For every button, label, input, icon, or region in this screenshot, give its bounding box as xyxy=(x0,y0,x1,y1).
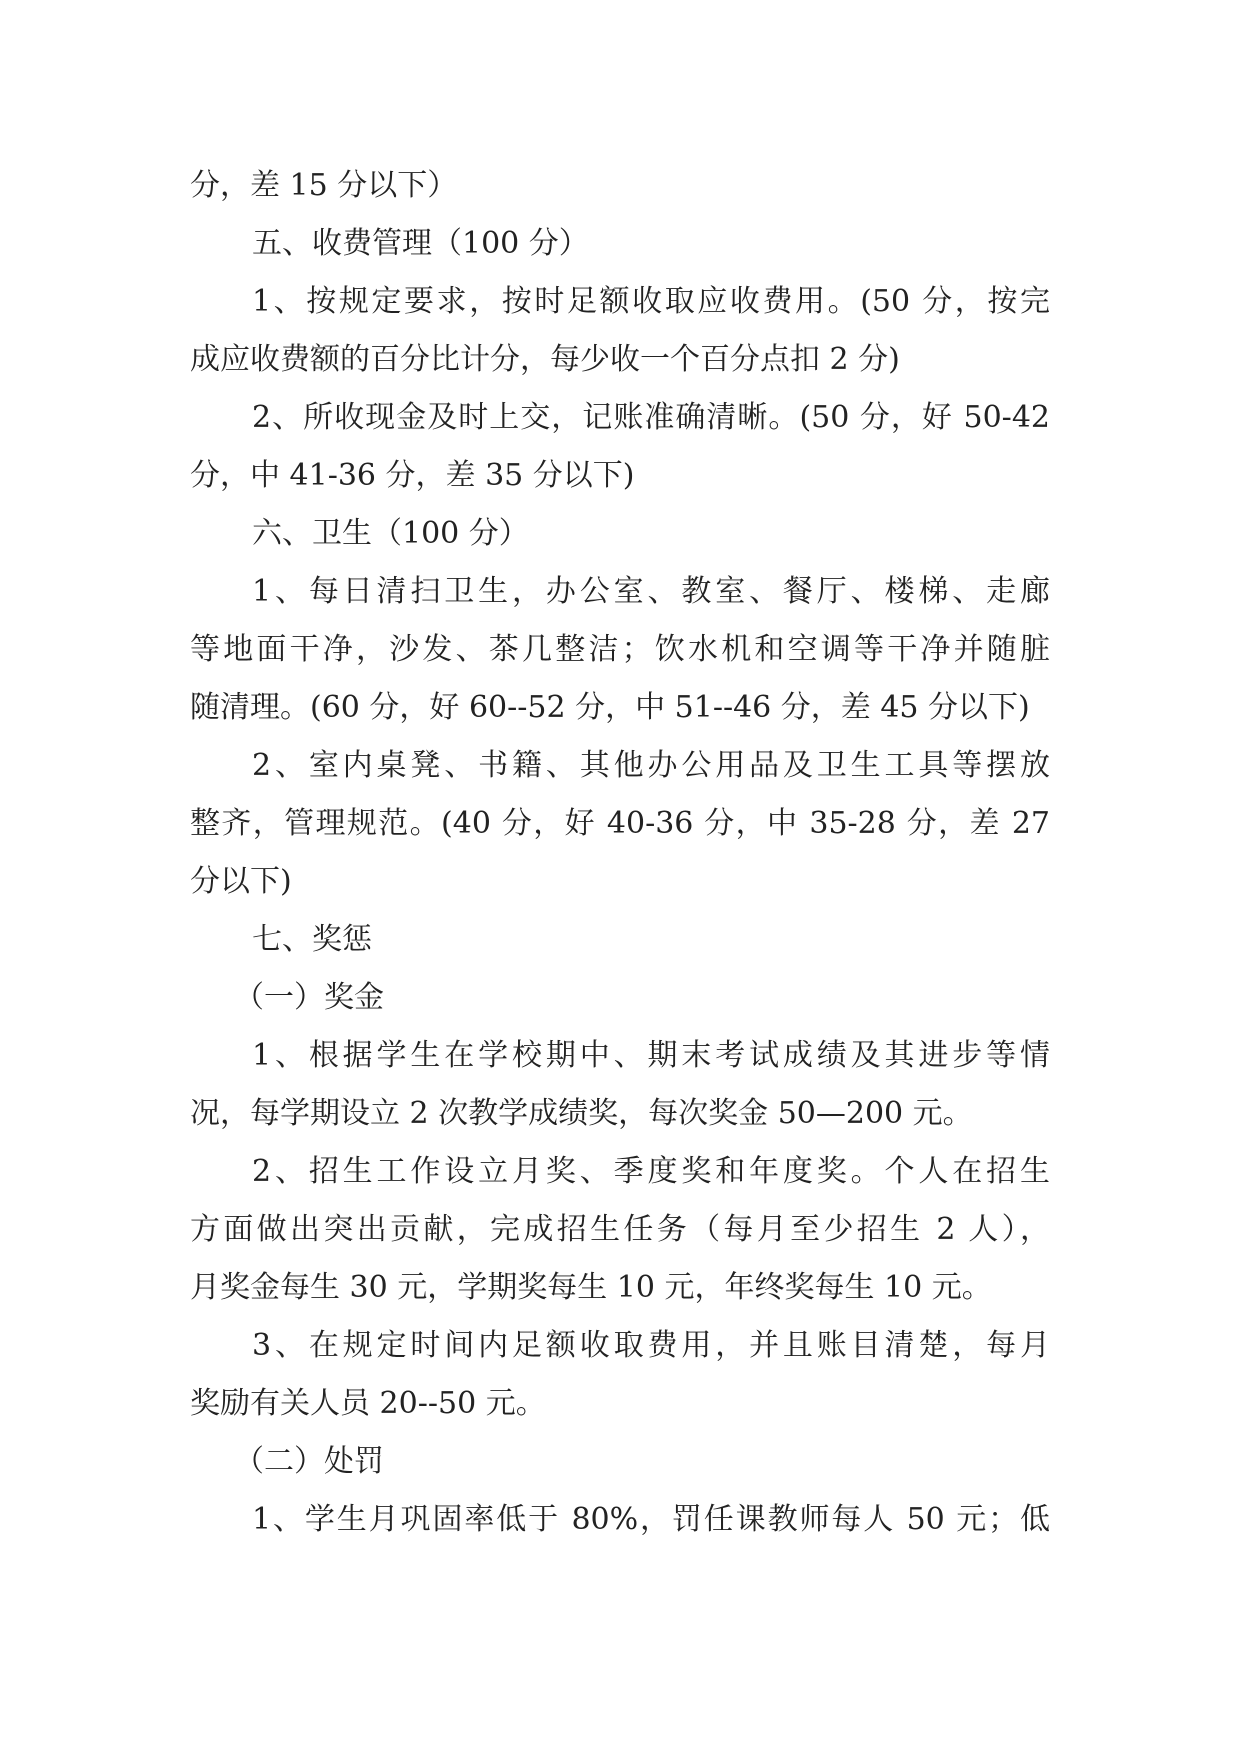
text-line: 1、每日清扫卫生，办公室、教室、餐厅、楼梯、走廊 xyxy=(252,574,1050,609)
text-line: 2、招生工作设立月奖、季度奖和年度奖。个人在招生 xyxy=(252,1154,1050,1189)
document-body xyxy=(190,157,1050,1549)
text-line: 1、根据学生在学校期中、期末考试成绩及其进步等情 xyxy=(252,1038,1050,1073)
text-line: 分以下) xyxy=(190,864,292,899)
text-line: 随清理。(60 分，好 60--52 分，中 51--46 分，差 45 分以下) xyxy=(190,690,1030,725)
text-line: 1、按规定要求，按时足额收取应收费用。(50 分，按完 xyxy=(252,284,1050,319)
text-line: 奖励有关人员 20--50 元。 xyxy=(190,1386,546,1421)
text-line: 2、室内桌凳、书籍、其他办公用品及卫生工具等摆放 xyxy=(252,748,1050,783)
text-line: 方面做出突出贡献，完成招生任务（每月至少招生 2 人）， xyxy=(190,1212,1050,1247)
text-line: 1、学生月巩固率低于 80%，罚任课教师每人 50 元；低 xyxy=(252,1502,1050,1537)
text-line: 成应收费额的百分比计分，每少收一个百分点扣 2 分) xyxy=(190,342,900,377)
text-line: 分，差 15 分以下） xyxy=(190,168,458,203)
section-heading: 五、收费管理（100 分） xyxy=(252,226,589,261)
text-line: 分，中 41-36 分，差 35 分以下) xyxy=(190,458,635,493)
text-line: 况，每学期设立 2 次教学成绩奖，每次奖金 50—200 元。 xyxy=(190,1096,973,1131)
text-line: 月奖金每生 30 元，学期奖每生 10 元，年终奖每生 10 元。 xyxy=(190,1270,992,1305)
text-line: 3、在规定时间内足额收取费用，并且账目清楚，每月 xyxy=(252,1328,1050,1363)
text-line: 等地面干净，沙发、茶几整洁；饮水机和空调等干净并随脏 xyxy=(190,632,1050,667)
subsection-heading: （一）奖金 xyxy=(234,980,384,1015)
text-line: 整齐，管理规范。(40 分，好 40-36 分，中 35-28 分，差 27 xyxy=(190,806,1050,841)
subsection-heading: （二）处罚 xyxy=(234,1444,384,1479)
section-heading: 六、卫生（100 分） xyxy=(252,516,529,551)
section-heading: 七、奖惩 xyxy=(252,922,372,957)
text-line: 2、所收现金及时上交，记账准确清晰。(50 分，好 50-42 xyxy=(252,400,1050,435)
